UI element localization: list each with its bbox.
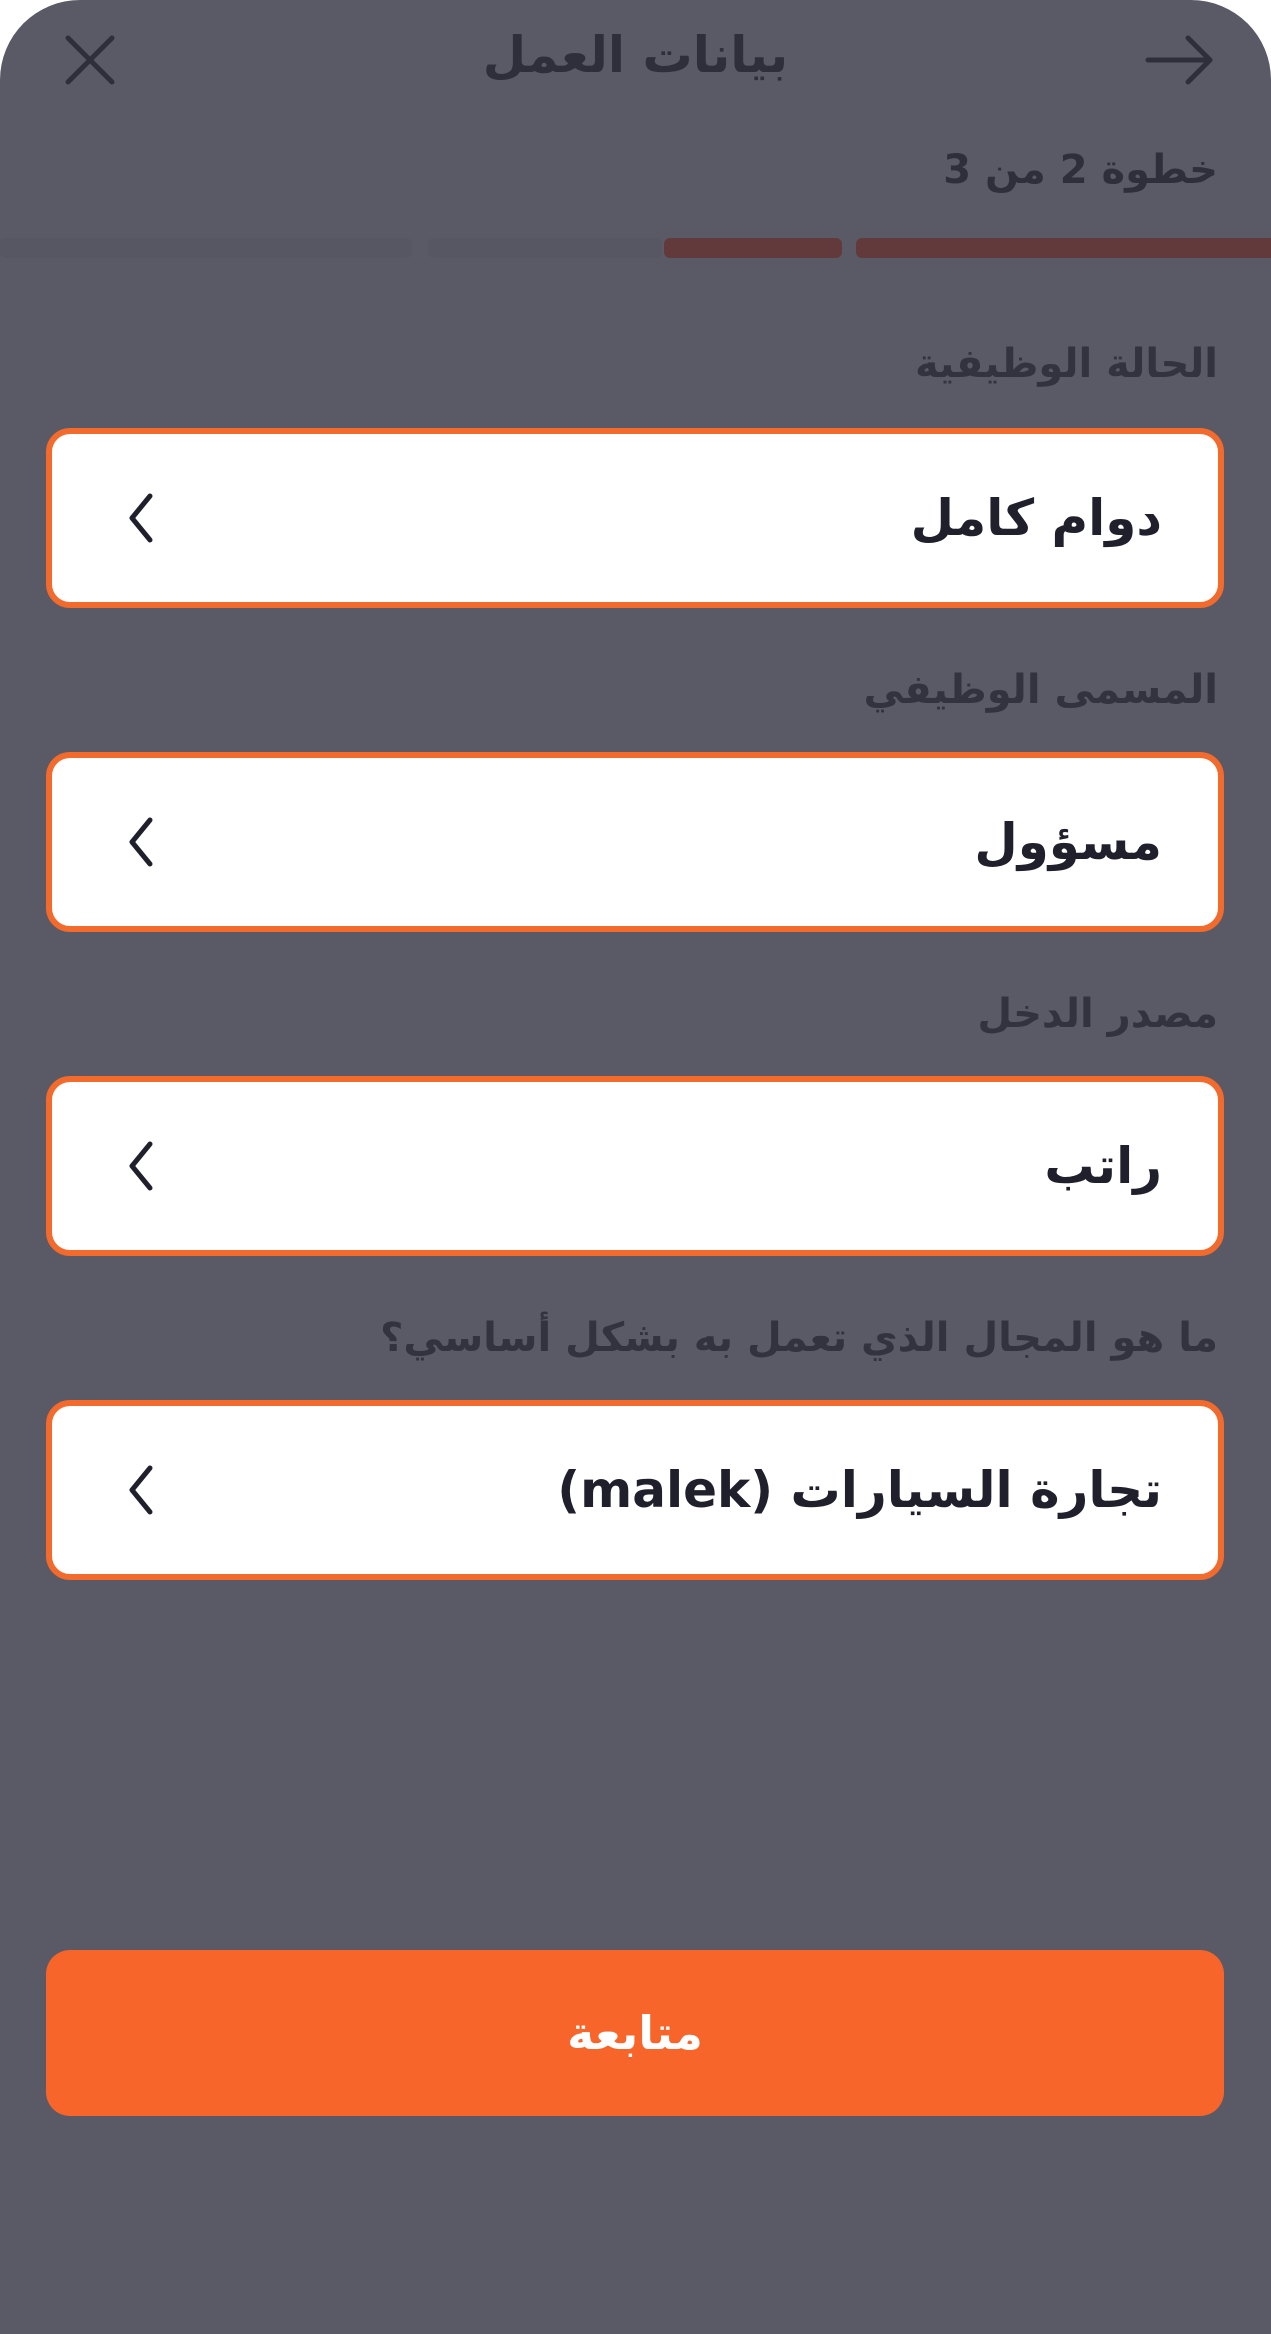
work-field-select[interactable] [46,1400,1224,1580]
continue-button-label: متابعة [567,2006,703,2060]
work-field-value: تجارة السيارات (malek) [557,1461,1162,1519]
income-source-select[interactable] [46,1076,1224,1256]
employment-status-value: دوام كامل [910,489,1162,547]
chevron-left-icon [124,488,160,548]
step-indicator-text: خطوة 2 من 3 [943,147,1218,193]
progress-segment-3 [0,238,412,258]
chevron-left-icon [124,1136,160,1196]
income-source-value: راتب [1044,1137,1162,1195]
arrow-right-icon [1144,32,1216,88]
job-title-select[interactable] [46,752,1224,932]
chevron-left-icon [124,1460,160,1520]
job-title-label: المسمى الوظيفي [863,667,1218,713]
continue-button[interactable] [46,1950,1224,2116]
employment-status-select[interactable] [46,428,1224,608]
progress-bar [0,238,1271,258]
chevron-left-icon [124,812,160,872]
employment-status-label: الحالة الوظيفية [915,341,1218,387]
progress-segment-1 [856,238,1271,258]
progress-segment-2 [664,238,842,258]
progress-segment-2-rest [428,238,662,258]
page-title: بيانات العمل [482,26,789,84]
work-field-label: ما هو المجال الذي تعمل به بشكل أساسي؟ [380,1315,1218,1361]
income-source-label: مصدر الدخل [977,991,1218,1037]
job-title-value: مسؤول [974,813,1162,871]
back-button[interactable] [1140,28,1220,92]
header [0,0,1271,120]
